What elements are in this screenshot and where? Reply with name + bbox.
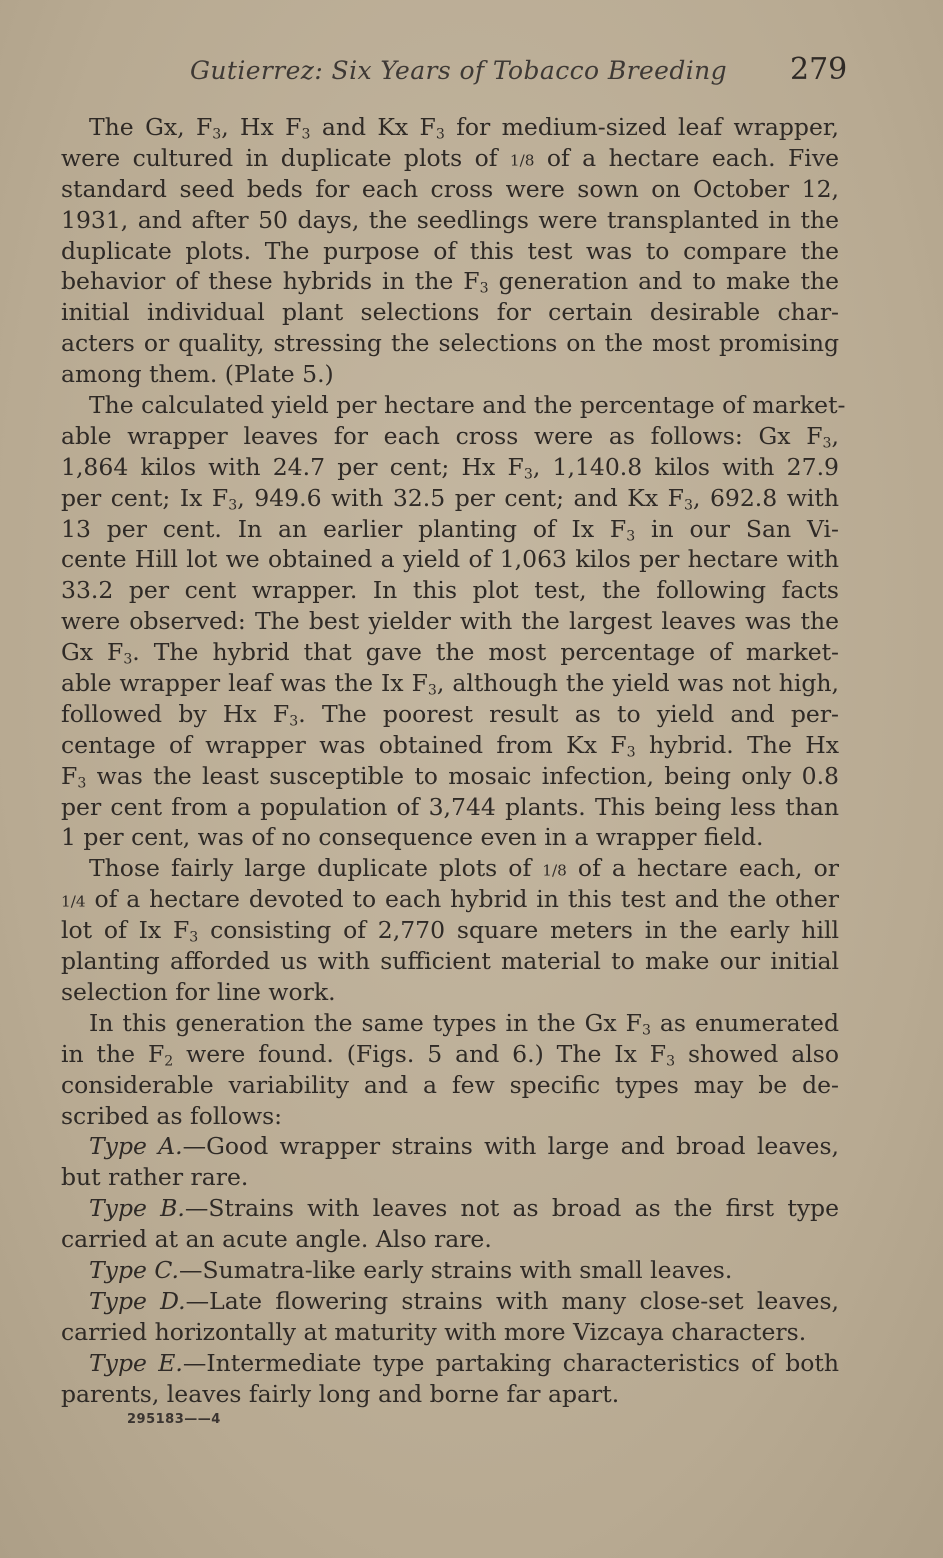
text-line: parents, leaves fairly long and borne far apart. [61, 1379, 620, 1408]
text-line: considerable variability and a few specific types may be de- [61, 1070, 839, 1099]
running-head-title: Gutierrez: Six Years of Tobacco Breeding [190, 56, 728, 85]
text-line: centage of wrapper was obtained from Kx $F_3$ hybrid. The Hx [61, 730, 839, 761]
signature-mark: 295183——4 [127, 1412, 221, 1427]
text-line: planting afforded us with sufficient material to make our initial [61, 947, 839, 976]
text-line: followed by Hx $F_3$. The poorest result as to yield and per- [61, 699, 839, 730]
text-line: cente Hill lot we obtained a yield of 1,063 kilos per hectare with [61, 545, 839, 574]
text-line: The Gx, $F_3$, Hx $F_3$ and Kx $F_3$ for medium-sized leaf wrapper, [89, 113, 839, 143]
text-line: in the $F_2$ were found. (Figs. 5 and 6.) The Ix $F_3$ showed also [61, 1039, 839, 1070]
type-d-line: Type D.—Late flowering strains with many close-set leaves, [89, 1286, 839, 1315]
text-line: per cent from a population of 3,744 plants. This being less than [61, 792, 839, 821]
text-line: selection for line work. [61, 977, 336, 1006]
text-line: In this generation the same types in the Gx $F_3$ as enumerated [89, 1008, 839, 1039]
text-line: scribed as follows: [61, 1101, 283, 1130]
text-line: duplicate plots. The purpose of this test was to compare the [61, 236, 839, 265]
text-line: among them. (Plate 5.) [61, 360, 334, 389]
text-line: carried horizontally at maturity with more Vizcaya characters. [61, 1317, 807, 1346]
text-line: were cultured in duplicate plots of 1/8 of a hectare each. Five [61, 143, 839, 172]
text-line: 1/4 of a hectare devoted to each hybrid in this test and the other [61, 885, 839, 914]
text-line: 1 per cent, was of no consequence even in a wrapper field. [61, 823, 764, 852]
text-line: able wrapper leaf was the Ix $F_3$, although the yield was not high, [61, 669, 839, 699]
text-line: 13 per cent. In an earlier planting of Ix $F_3$ in our San Vi- [61, 514, 839, 545]
text-line: but rather rare. [61, 1163, 249, 1192]
running-head [190, 52, 850, 92]
text-line: behavior of these hybrids in the $F_3$ generation and to make the [61, 267, 839, 297]
text-line: were observed: The best yielder with the largest leaves was the [61, 607, 839, 636]
type-c-line: Type C.—Sumatra-like early strains with small leaves. [89, 1255, 733, 1284]
type-b-line: Type B.—Strains with leaves not as broad as the first type [89, 1194, 839, 1223]
page-number: 279 [790, 52, 848, 87]
text-line: able wrapper leaves for each cross were as follows: Gx $F_3$, [61, 421, 839, 452]
text-line: $F_3$ was the least susceptible to mosaic infection, being only 0.8 [61, 761, 839, 792]
type-a-line: Type A.—Good wrapper strains with large and broad leaves, [89, 1132, 839, 1161]
text-line: 33.2 per cent wrapper. In this plot test, the following facts [61, 576, 839, 605]
text-line: Gx $F_3$. The hybrid that gave the most percentage of market- [61, 638, 839, 668]
body-text [61, 112, 846, 1409]
text-line: carried at an acute angle. Also rare. [61, 1225, 492, 1254]
text-line: 1931, and after 50 days, the seedlings were transplanted in the [61, 205, 839, 234]
text-line: acters or quality, stressing the selections on the most promising [61, 329, 839, 358]
text-line: lot of Ix $F_3$ consisting of 2,770 square meters in the early hill [61, 916, 839, 946]
text-line: The calculated yield per hectare and the percentage of market- [89, 391, 846, 420]
type-e-line: Type E.—Intermediate type partaking characteristics of both [89, 1348, 840, 1377]
text-line: Those fairly large duplicate plots of 1/8 of a hectare each, or [89, 854, 839, 883]
text-line: 1,864 kilos with 24.7 per cent; Hx $F_3$, 1,140.8 kilos with 27.9 [61, 452, 839, 483]
text-line: initial individual plant selections for certain desirable char- [61, 298, 839, 327]
text-line: standard seed beds for each cross were sown on October 12, [61, 174, 839, 203]
text-line: per cent; Ix $F_3$, 949.6 with 32.5 per cent; and Kx $F_3$, 692.8 with [61, 483, 839, 514]
